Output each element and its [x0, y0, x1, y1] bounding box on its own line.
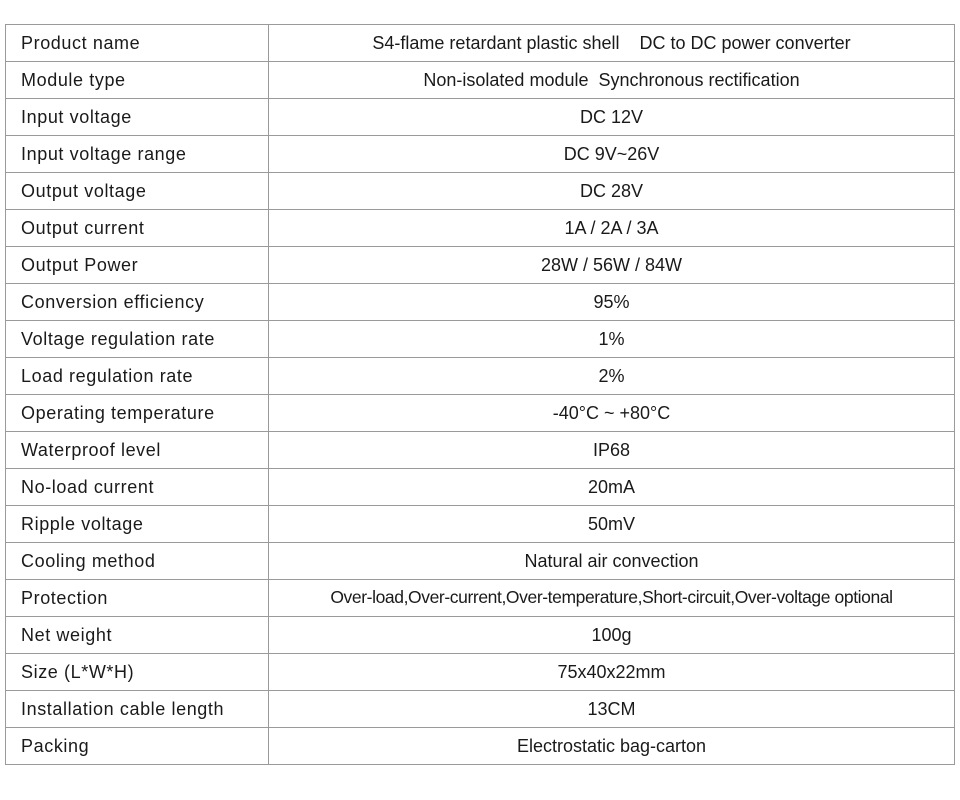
table-row — [6, 99, 955, 136]
table-row — [6, 25, 955, 62]
spec-label: Net weight — [6, 617, 269, 654]
spec-label: Input voltage — [6, 99, 269, 136]
spec-label: Output current — [6, 210, 269, 247]
spec-label: Input voltage range — [6, 136, 269, 173]
spec-label: Module type — [6, 62, 269, 99]
spec-label: Installation cable length — [6, 691, 269, 728]
spec-label: Packing — [6, 728, 269, 765]
table-row — [6, 580, 955, 617]
table-row — [6, 728, 955, 765]
spec-value: 75x40x22mm — [269, 654, 955, 691]
table-row — [6, 173, 955, 210]
spec-table-body — [6, 25, 955, 765]
spec-label: Size (L*W*H) — [6, 654, 269, 691]
table-row — [6, 617, 955, 654]
table-row — [6, 506, 955, 543]
spec-label: Output Power — [6, 247, 269, 284]
spec-value: DC 9V~26V — [269, 136, 955, 173]
spec-label: Conversion efficiency — [6, 284, 269, 321]
spec-value: S4-flame retardant plastic shell DC to DC power converter — [269, 25, 955, 62]
spec-table — [5, 24, 955, 765]
spec-value: 28W / 56W / 84W — [269, 247, 955, 284]
spec-label: Protection — [6, 580, 269, 617]
table-row — [6, 469, 955, 506]
spec-value: DC 28V — [269, 173, 955, 210]
spec-label: Waterproof level — [6, 432, 269, 469]
spec-value: 1% — [269, 321, 955, 358]
spec-value: -40°C ~ +80°C — [269, 395, 955, 432]
spec-value: 1A / 2A / 3A — [269, 210, 955, 247]
spec-value: 20mA — [269, 469, 955, 506]
table-row — [6, 247, 955, 284]
spec-value: Natural air convection — [269, 543, 955, 580]
spec-value: DC 12V — [269, 99, 955, 136]
spec-value: Non-isolated module Synchronous rectification — [269, 62, 955, 99]
spec-label: Product name — [6, 25, 269, 62]
table-row — [6, 432, 955, 469]
table-row — [6, 691, 955, 728]
table-row — [6, 358, 955, 395]
spec-value: 50mV — [269, 506, 955, 543]
spec-label: Output voltage — [6, 173, 269, 210]
table-row — [6, 321, 955, 358]
spec-value: 13CM — [269, 691, 955, 728]
table-row — [6, 62, 955, 99]
table-row — [6, 136, 955, 173]
spec-value: 95% — [269, 284, 955, 321]
spec-label: Cooling method — [6, 543, 269, 580]
spec-label: Voltage regulation rate — [6, 321, 269, 358]
spec-value: IP68 — [269, 432, 955, 469]
spec-value: Over-load,Over-current,Over-temperature,Short-circuit,Over-voltage optional — [269, 580, 955, 617]
table-row — [6, 284, 955, 321]
spec-value: 100g — [269, 617, 955, 654]
table-row — [6, 395, 955, 432]
spec-label: Operating temperature — [6, 395, 269, 432]
table-row — [6, 543, 955, 580]
spec-value: Electrostatic bag-carton — [269, 728, 955, 765]
table-row — [6, 210, 955, 247]
spec-label: Ripple voltage — [6, 506, 269, 543]
spec-value: 2% — [269, 358, 955, 395]
table-row — [6, 654, 955, 691]
spec-label: Load regulation rate — [6, 358, 269, 395]
spec-label: No-load current — [6, 469, 269, 506]
